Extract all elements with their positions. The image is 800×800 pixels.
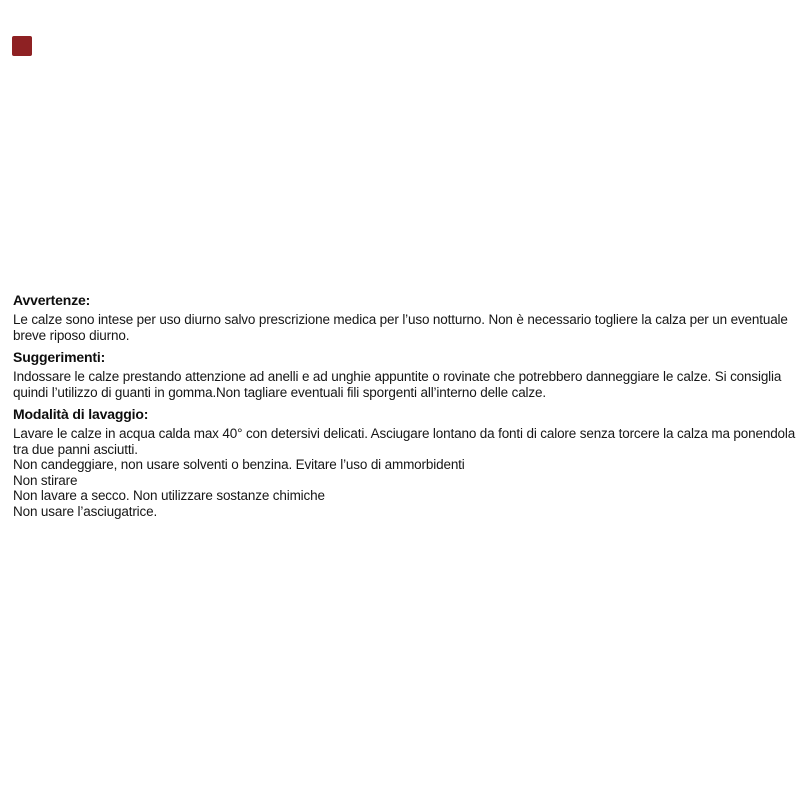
lavaggio-line-no-bleach: Non candeggiare, non usare solventi o benzina. Evitare l’uso di ammorbidenti <box>13 457 465 472</box>
section-heading-suggerimenti: Suggerimenti: <box>13 349 106 365</box>
lavaggio-paragraph-washing: Lavare le calze in acqua calda max 40° con detersivi delicati. Asciugare lontano da fonti di calore senza torcere la calza ma ponendola tra due panni asciutti. <box>13 426 796 457</box>
lavaggio-line-no-iron: Non stirare <box>13 472 78 488</box>
section-heading-avvertenze: Avvertenze: <box>13 292 91 308</box>
color-swatch[interactable] <box>12 36 32 56</box>
lavaggio-line-no-dryer: Non usare l’asciugatrice. <box>13 503 158 519</box>
avvertenze-paragraph: Le calze sono intese per uso diurno salvo prescrizione medica per l’uso notturno. Non è necessario togliere la calza per un eventuale breve riposo diurno. <box>13 312 788 343</box>
section-heading-modalita-di-lavaggio: Modalità di lavaggio: <box>13 406 149 422</box>
lavaggio-line-no-dry-clean: Non lavare a secco. Non utilizzare sostanze chimiche <box>13 488 325 503</box>
care-instructions <box>13 292 799 519</box>
suggerimenti-paragraph: Indossare le calze prestando attenzione ad anelli e ad unghie appuntite o rovinate che potrebbero danneggiare le calze. Si consiglia quindi l’utilizzo di guanti in gomma.Non tagliare eventuali fili sporgenti all’interno delle calze. <box>13 369 782 400</box>
